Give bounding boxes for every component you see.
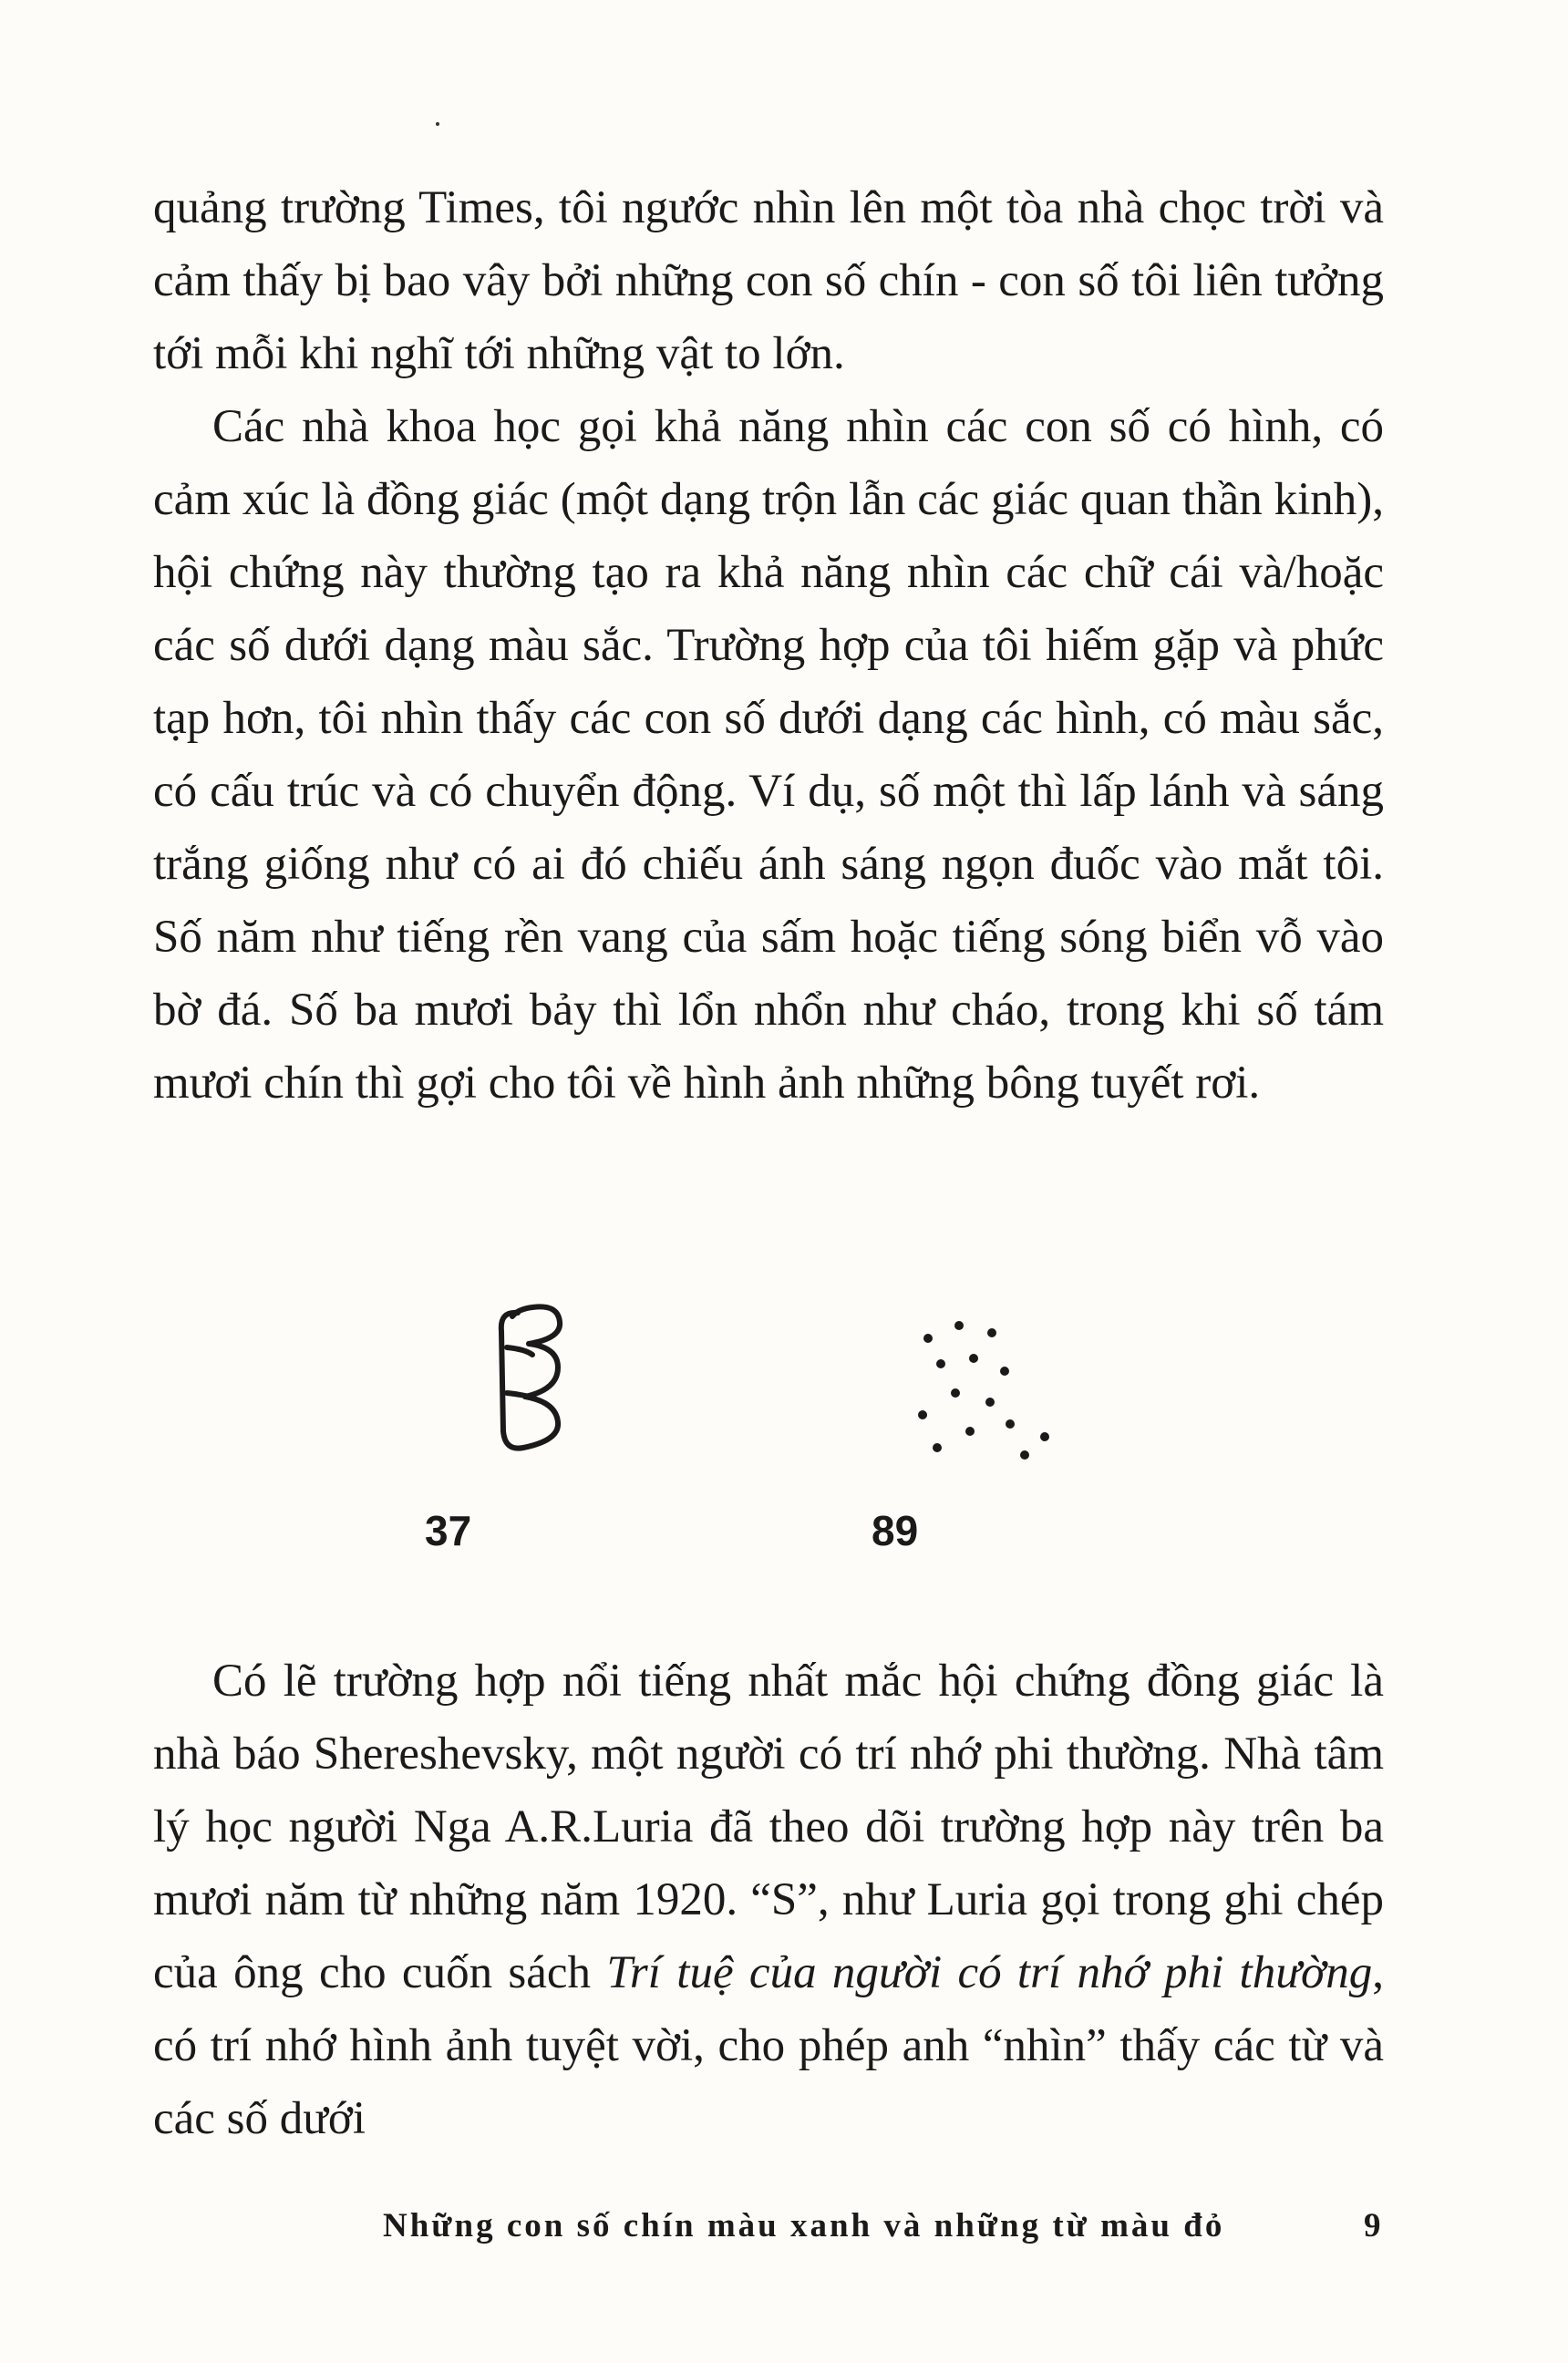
snow-dot <box>1006 1419 1015 1429</box>
page-speck <box>436 122 439 126</box>
snow-dot <box>1020 1450 1029 1460</box>
snow-dot <box>1000 1367 1009 1376</box>
snow-dot <box>965 1427 975 1436</box>
snow-dot <box>936 1359 945 1368</box>
paragraph-2: Các nhà khoa học gọi khả năng nhìn các con số có hình, có cảm xúc là đồng giác (một dạng trộn lẫn các giác quan thần kinh), hội chứng này thường tạo ra khả năng nhìn các chữ cái và/hoặc các số dưới dạng màu sắc. Trường hợp của tôi hiếm gặp và phức tạp hơn, tôi nhìn thấy các con số dưới dạng các hình, có màu sắc, có cấu trúc và có chuyển động. Ví dụ, số một thì lấp lánh và sáng trắng giống như có ai đó chiếu ánh sáng ngọn đuốc vào mắt tôi. Số năm như tiếng rền vang của sấm hoặc tiếng sóng biển vỗ vào bờ đá. Số ba mươi bảy thì lổn nhổn như cháo, trong khi số tám mươi chín thì gợi cho tôi về hình ảnh những bông tuyết rơi. <box>153 401 1384 1109</box>
snow-dot <box>987 1328 996 1337</box>
snow-dot <box>923 1334 933 1343</box>
snow-dot <box>933 1443 942 1452</box>
number-shapes-illustration <box>365 1295 1185 1586</box>
paragraph-3-text-start: Có lẽ trường hợp nổi tiếng nhất mắc hội chứng đồng giác là nhà báo Shereshevsky, một người có trí nhớ phi thường. Nhà tâm lý học người Nga A.R.Luria đã theo dõi trường hợp này trên ba mươi năm từ những năm 1920. “S”, như Luria gọi trong ghi chép của ông cho cuốn sách <box>153 1656 1384 1998</box>
running-title: Những con số chín màu xanh và những từ màu đỏ <box>383 2207 1225 2244</box>
snow-dot <box>918 1410 927 1419</box>
snow-dot <box>1040 1432 1049 1441</box>
snow-dot <box>951 1388 960 1398</box>
paragraph-1: quảng trường Times, tôi ngước nhìn lên một tòa nhà chọc trời và cảm thấy bị bao vây bởi những con số chín - con số tôi liên tưởng tới mỗi khi nghĩ tới những vật to lớn. <box>153 182 1384 379</box>
shape-89 <box>918 1321 1049 1460</box>
shape-37 <box>501 1306 560 1448</box>
synesthesia-figure <box>365 1295 1185 1586</box>
page-number: 9 <box>1364 2207 1384 2244</box>
figure-label-37: 37 <box>425 1507 472 1554</box>
snow-dot <box>985 1398 995 1407</box>
paragraph-3 <box>153 1645 1384 2155</box>
snow-dot <box>969 1354 978 1363</box>
figure-label-89: 89 <box>872 1507 919 1554</box>
book-title-italic: Trí tuệ của người có trí nhớ phi thường <box>606 1947 1373 1998</box>
snow-dot <box>954 1321 964 1330</box>
paragraph-3-text-end: , có trí nhớ hình ảnh tuyệt vời, cho phép anh “nhìn” thấy các từ và các số dưới <box>153 1947 1384 2144</box>
